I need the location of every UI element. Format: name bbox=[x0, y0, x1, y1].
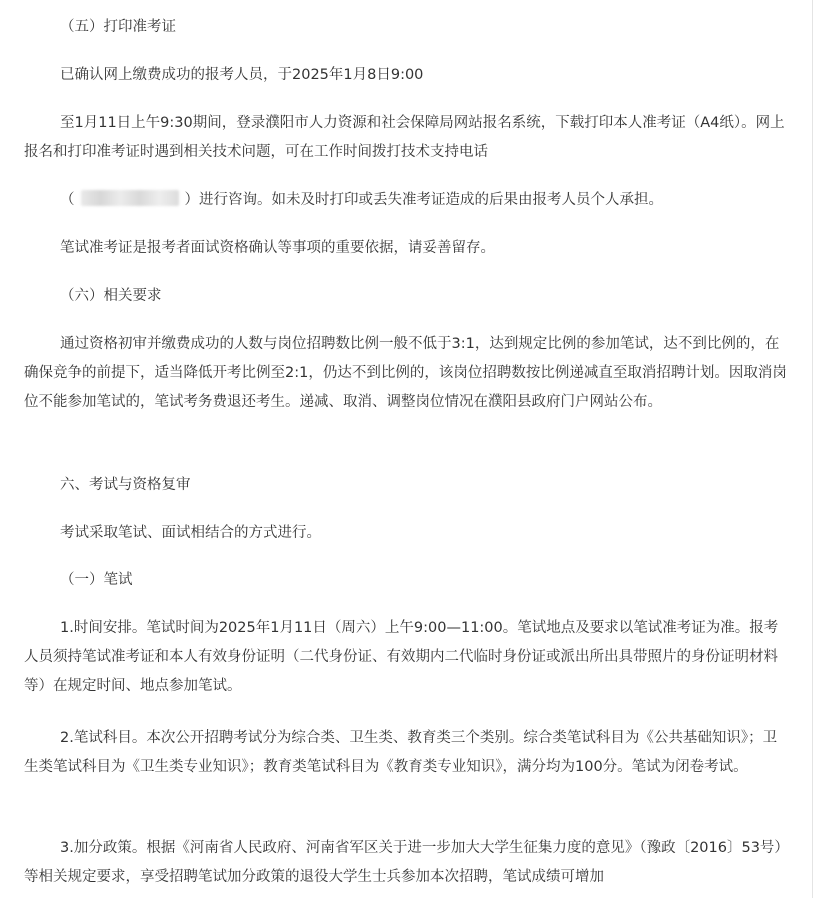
paragraph-admission-importance: 笔试准考证是报考者面试资格确认等事项的重要依据，请妥善留存。 bbox=[60, 240, 495, 256]
section-heading-written-exam: （一）笔试 bbox=[60, 572, 133, 588]
redacted-phone-number bbox=[81, 190, 179, 206]
paragraph-bonus-policy: 3.加分政策。根据《河南省人民政府、河南省军区关于进一步加大大学生征集力度的意见》（豫政〔2016〕53号）等相关规定要求，享受招聘笔试加分政策的退役大学生士兵参加本次招聘，笔试成绩可增加 bbox=[24, 840, 782, 885]
chapter-heading-exam-review: 六、考试与资格复审 bbox=[60, 477, 191, 493]
paragraph-confirmation-date: 已确认网上缴费成功的报考人员，于2025年1月8日9:00 bbox=[60, 67, 424, 83]
paragraph-ratio-requirements: 通过资格初审并缴费成功的人数与岗位招聘数比例一般不低于3:1，达到规定比例的参加笔试，达不到比例的，在确保竞争的前提下，适当降低开考比例至2:1，仍达不到比例的，该岗位招聘数按比例递减直至取消招聘计划。因取消岗位不能参加笔试的，笔试考务费退还考生。递减、取消、调整岗位情况在濮阳县政府门户网站公布。 bbox=[24, 336, 787, 410]
consult-text: ）进行咨询。如未及时打印或丢失准考证造成的后果由报考人员个人承担。 bbox=[184, 192, 663, 208]
paragraph-print-period: 至1月11日上午9:30期间，登录濮阳市人力资源和社会保障局网站报名系统，下载打印本人准考证（A4纸）。网上报名和打印准考证时遇到相关技术问题，可在工作时间拨打技术支持电话 bbox=[24, 115, 785, 160]
paragraph-exam-subjects: 2.笔试科目。本次公开招聘考试分为综合类、卫生类、教育类三个类别。综合类笔试科目为《公共基础知识》；卫生类笔试科目为《卫生类专业知识》；教育类笔试科目为《教育类专业知识》，满分均为100分。笔试为闭卷考试。 bbox=[24, 730, 778, 775]
paragraph-time-arrangement: 1.时间安排。笔试时间为2025年1月11日（周六）上午9:00—11:00。笔试地点及要求以笔试准考证为准。报考人员须持笔试准考证和本人有效身份证明（二代身份证、有效期内二代临时身份证或派出所出具带照片的身份证明材料等）在规定时间、地点参加笔试。 bbox=[24, 620, 779, 694]
paragraph-support-phone bbox=[24, 186, 788, 215]
section-heading-requirements: （六）相关要求 bbox=[60, 288, 162, 304]
section-heading-print-admission: （五）打印准考证 bbox=[60, 19, 176, 35]
open-paren: （ bbox=[60, 192, 75, 208]
paragraph-exam-method: 考试采取笔试、面试相结合的方式进行。 bbox=[60, 525, 321, 541]
